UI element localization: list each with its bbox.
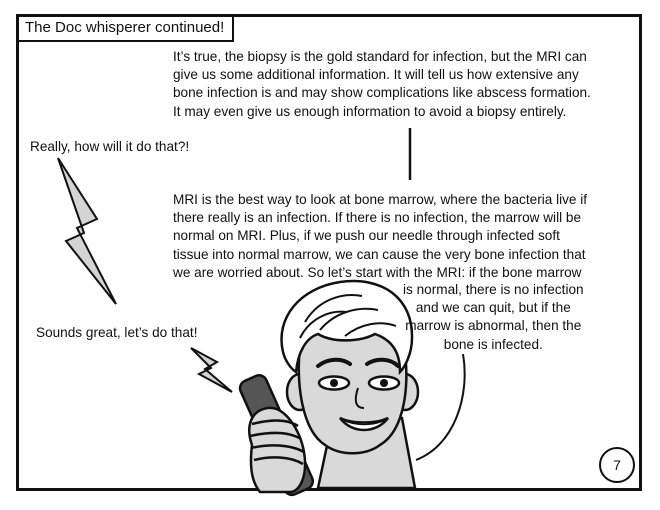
speech-line: and we can quit, but if the xyxy=(415,300,571,316)
speech-line: It may even give us enough information to avoid a biopsy entirely. xyxy=(173,103,567,119)
speech-line: bone is infected. xyxy=(443,336,543,352)
speech-line: marrow is abnormal, then the xyxy=(405,318,582,334)
speech-line: give us some additional information. It will tell us how extensive any xyxy=(173,67,579,83)
speech-tail-bottom xyxy=(416,354,465,460)
panel-caption: The Doc whisperer continued! xyxy=(19,17,234,42)
speech-line: is normal, there is no infection xyxy=(403,282,584,297)
lightning-bolt-small xyxy=(191,348,232,392)
speech-line: MRI is the best way to look at bone marrow, where the bacteria live if xyxy=(173,192,588,207)
speech-line: there really is an infection. If there is no infection, the marrow will be xyxy=(173,210,582,226)
speech-line: we are worried about. So let’s start with the MRI: if the bone marrow xyxy=(173,264,582,280)
page-number: 7 xyxy=(599,447,635,483)
doctor-speech-3 xyxy=(403,281,584,354)
patient-speech-1: Really, how will it do that?! xyxy=(30,139,190,154)
lightning-bolt-large xyxy=(58,158,116,304)
speech-line: normal on MRI. Plus, if we push our needle through infected soft xyxy=(173,228,560,244)
speech-line: tissue into normal marrow, we can cause the very bone infection that xyxy=(173,246,586,262)
doctor-speech-1 xyxy=(173,48,591,121)
speech-line: It’s true, the biopsy is the gold standard for infection, but the MRI can xyxy=(173,49,587,64)
doctor-speech-2 xyxy=(173,191,587,282)
pupil-right xyxy=(380,379,388,387)
patient-speech-2: Sounds great, let’s do that! xyxy=(36,325,198,340)
speech-line: bone infection is and may show complications like abscess formation. xyxy=(173,85,591,101)
pupil-left xyxy=(330,379,338,387)
